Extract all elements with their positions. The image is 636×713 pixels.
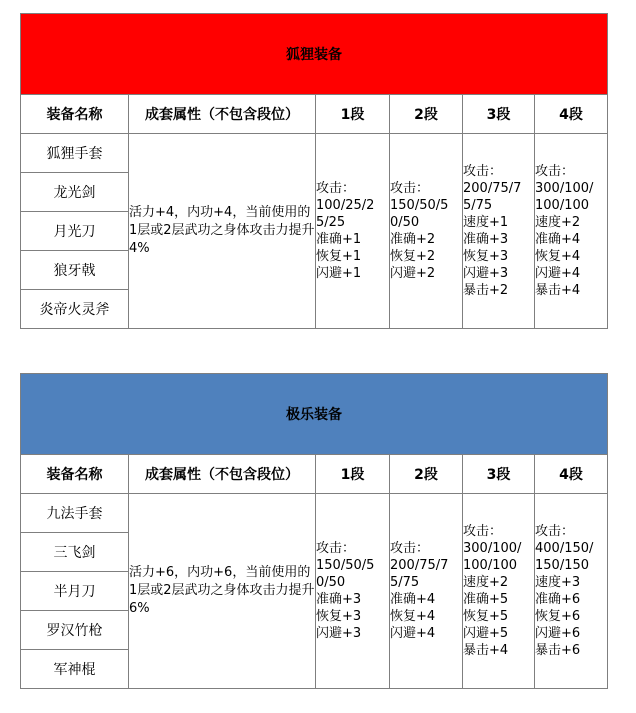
stage-2-stats: [390, 494, 463, 689]
stat-line: 攻击：: [463, 524, 503, 539]
stage-3-stats: [463, 134, 535, 329]
header-stage-4: 4段: [535, 455, 608, 494]
stat-line: 200/75/7: [390, 558, 449, 573]
table-title: 极乐装备: [21, 374, 608, 455]
stat-line: 闪避+6: [535, 626, 581, 641]
stat-line: 400/150/: [535, 541, 594, 556]
header-stage-1: 1段: [316, 95, 390, 134]
stat-line: 准确+5: [463, 592, 509, 607]
stat-line: 准确+1: [316, 232, 362, 247]
equip-name: 三飞剑: [21, 533, 129, 572]
stat-line: 准确+4: [390, 592, 436, 607]
stat-line: 准确+4: [535, 232, 581, 247]
stat-line: 准确+3: [316, 592, 362, 607]
stat-line: 5/75: [390, 575, 420, 590]
header-set-attribute: 成套属性（不包含段位）: [129, 95, 316, 134]
stat-line: 恢复+3: [463, 249, 509, 264]
header-set-attribute: 成套属性（不包含段位）: [129, 455, 316, 494]
stat-line: 150/50/5: [390, 198, 449, 213]
header-stage-2: 2段: [390, 95, 463, 134]
header-row: [21, 95, 608, 134]
stage-1-stats: [316, 494, 390, 689]
stat-line: 恢复+4: [535, 249, 581, 264]
header-equip-name: 装备名称: [21, 455, 129, 494]
stat-line: 闪避+4: [390, 626, 436, 641]
bliss-equipment-table: [20, 373, 608, 689]
stat-line: 准确+3: [463, 232, 509, 247]
stat-line: 恢复+3: [316, 609, 362, 624]
equip-name: 龙光剑: [21, 173, 129, 212]
stat-line: 暴击+4: [463, 643, 509, 658]
equip-name: 狐狸手套: [21, 134, 129, 173]
equip-name: 半月刀: [21, 572, 129, 611]
table-title: 狐狸装备: [21, 14, 608, 95]
header-stage-4: 4段: [535, 95, 608, 134]
stat-line: 速度+2: [463, 575, 509, 590]
stage-2-stats: [390, 134, 463, 329]
stat-line: 100/100: [463, 558, 518, 573]
equip-name: 月光刀: [21, 212, 129, 251]
stat-line: 150/50/5: [316, 558, 375, 573]
stat-line: 速度+2: [535, 215, 581, 230]
stat-line: 300/100/: [535, 181, 594, 196]
stat-line: 速度+3: [535, 575, 581, 590]
stat-line: 300/100/: [463, 541, 522, 556]
stat-line: 攻击：: [390, 541, 430, 556]
stat-line: 闪避+5: [463, 626, 509, 641]
stat-line: 100/25/2: [316, 198, 375, 213]
set-attribute: 活力+6，内功+6，当前使用的1层或2层武功之身体攻击力提升6%: [129, 494, 316, 689]
stat-line: 闪避+2: [390, 266, 436, 281]
stat-line: 速度+1: [463, 215, 509, 230]
stat-line: 攻击：: [316, 541, 356, 556]
equip-name: 炎帝火灵斧: [21, 290, 129, 329]
stage-4-stats: [535, 134, 608, 329]
stat-line: 暴击+4: [535, 283, 581, 298]
stat-line: 攻击：: [535, 524, 575, 539]
header-stage-2: 2段: [390, 455, 463, 494]
stat-line: 闪避+3: [463, 266, 509, 281]
stat-line: 闪避+4: [535, 266, 581, 281]
stat-line: 恢复+2: [390, 249, 436, 264]
stage-1-stats: [316, 134, 390, 329]
table-row: [21, 134, 608, 173]
stat-line: 攻击：: [463, 164, 503, 179]
stat-line: 5/75: [463, 198, 493, 213]
stat-line: 准确+2: [390, 232, 436, 247]
table-row: [21, 494, 608, 533]
stat-line: 攻击：: [535, 164, 575, 179]
stat-line: 恢复+5: [463, 609, 509, 624]
header-stage-1: 1段: [316, 455, 390, 494]
set-attribute: 活力+4，内功+4，当前使用的1层或2层武功之身体攻击力提升4%: [129, 134, 316, 329]
stage-3-stats: [463, 494, 535, 689]
equip-name: 狼牙戟: [21, 251, 129, 290]
stat-line: 0/50: [316, 575, 346, 590]
stat-line: 恢复+6: [535, 609, 581, 624]
equip-name: 九法手套: [21, 494, 129, 533]
stat-line: 恢复+1: [316, 249, 362, 264]
header-row: [21, 455, 608, 494]
stat-line: 200/75/7: [463, 181, 522, 196]
stage-4-stats: [535, 494, 608, 689]
equip-name: 罗汉竹枪: [21, 611, 129, 650]
stat-line: 攻击：: [316, 181, 356, 196]
stat-line: 150/150: [535, 558, 590, 573]
header-stage-3: 3段: [463, 455, 535, 494]
stat-line: 暴击+6: [535, 643, 581, 658]
fox-equipment-table: [20, 13, 608, 329]
stat-line: 恢复+4: [390, 609, 436, 624]
stat-line: 0/50: [390, 215, 420, 230]
stat-line: 准确+6: [535, 592, 581, 607]
equip-name: 军神棍: [21, 650, 129, 689]
header-equip-name: 装备名称: [21, 95, 129, 134]
header-stage-3: 3段: [463, 95, 535, 134]
stat-line: 5/25: [316, 215, 346, 230]
stat-line: 100/100: [535, 198, 590, 213]
stat-line: 暴击+2: [463, 283, 509, 298]
stat-line: 攻击：: [390, 181, 430, 196]
stat-line: 闪避+1: [316, 266, 362, 281]
stat-line: 闪避+3: [316, 626, 362, 641]
